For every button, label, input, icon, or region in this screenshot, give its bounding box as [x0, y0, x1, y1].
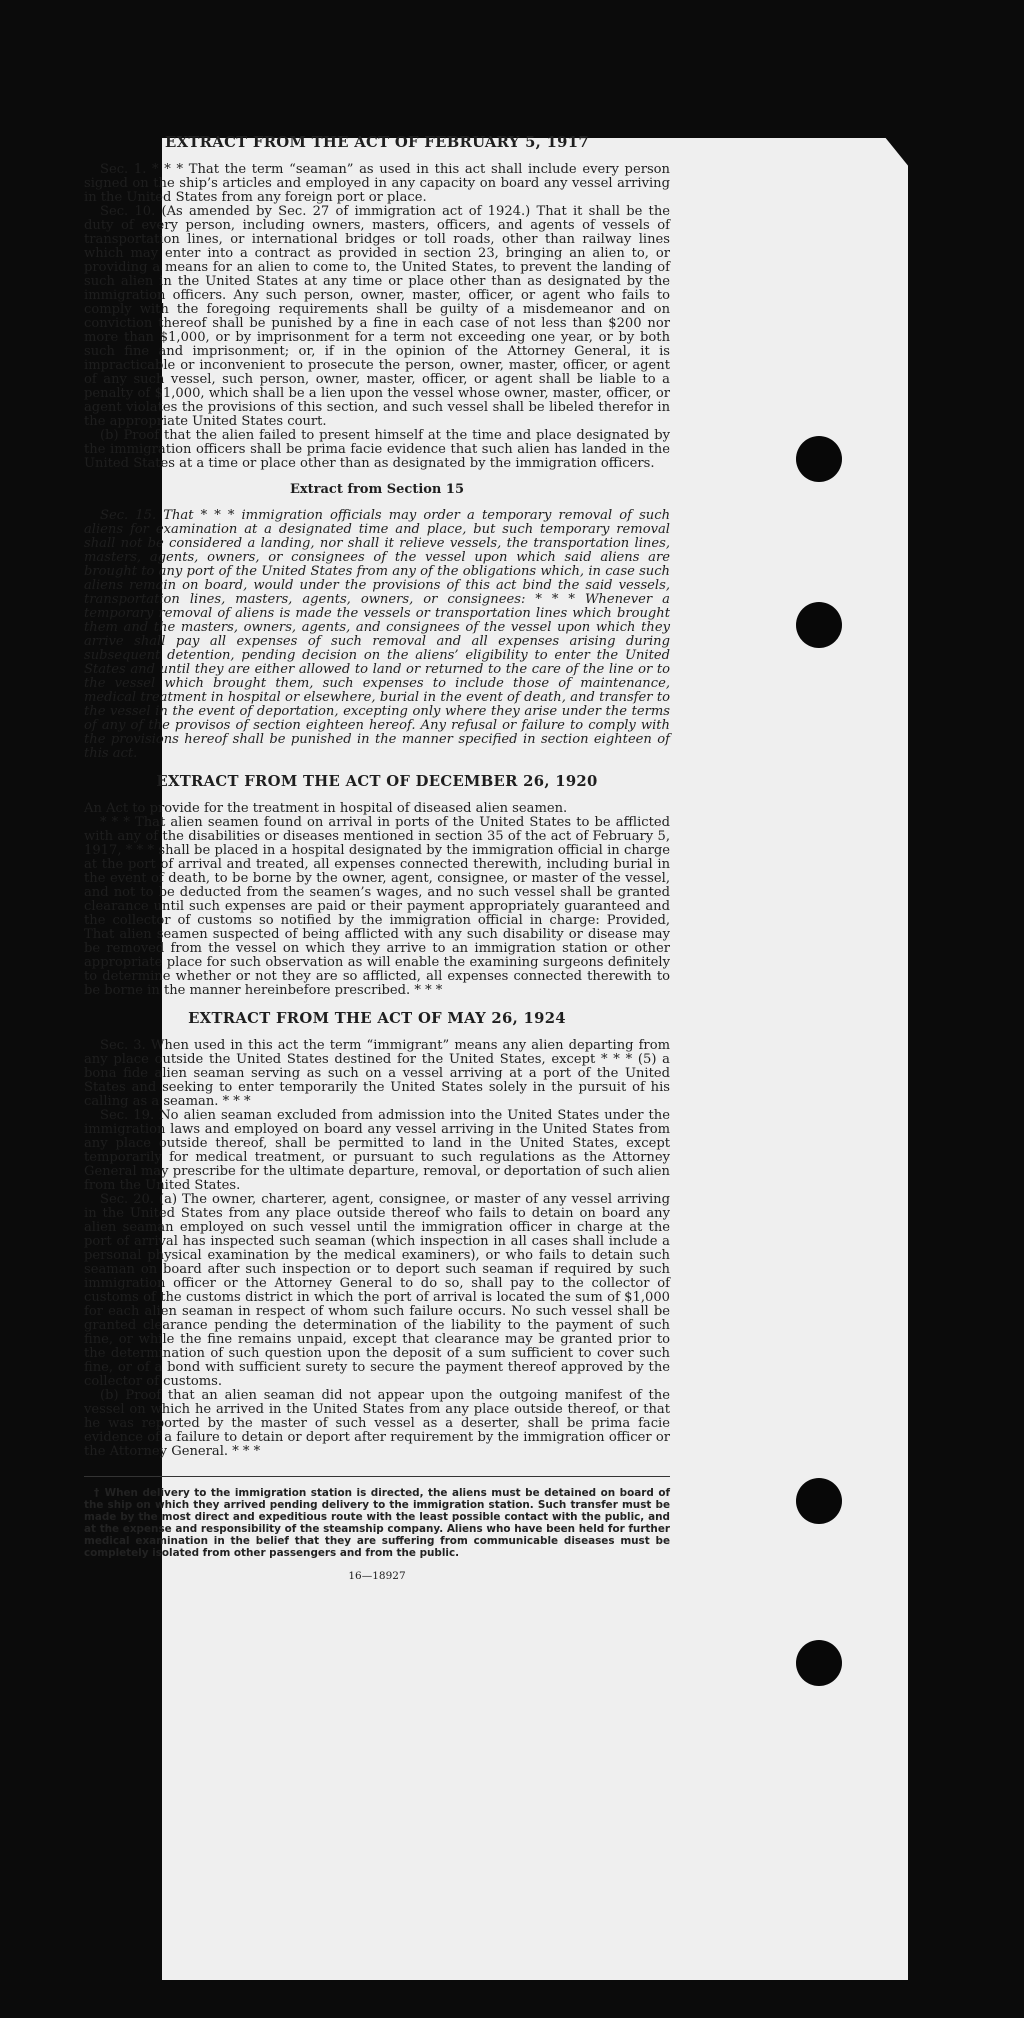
- heading-act-1924: EXTRACT FROM THE ACT OF MAY 26, 1924: [188, 1010, 566, 1027]
- punch-hole: [796, 1640, 842, 1686]
- section-1: Sec. 1. * * * That the term “seaman” as used in this act shall include every person signed on the ship’s articles and employed in any capacity on board any vessel arriving in the United States from any foreign port or place.: [84, 162, 670, 205]
- footnote-divider: [84, 1476, 670, 1477]
- form-number: 16—18927: [348, 1570, 406, 1582]
- section-10: Sec. 10. (As amended by Sec. 27 of immigration act of 1924.) That it shall be the duty of every person, including owners, masters, officers, and agents of vessels of transportation lines, or international bridges or toll roads, other than railway lines which may enter into a contract as provided in section 23, bringing an alien to, or providing a means for an alien to come to, the United States, to prevent the landing of such alien in the United States at any time or place other than as designated by the immigration officers. Any such person, owner, master, officer, or agent who fails to comply with the foregoing requirements shall be guilty of a misdemeanor and on conviction thereof shall be punished by a fine in each case of not less than $200 nor more than $1,000, or by imprisonment for a term not exceeding one year, or by both such fine and imprisonment; or, if in the opinion of the Attorney General, it is impracticable or inconvenient to prosecute the person, owner, master, officer, or agent of any such vessel, such person, owner, master, officer, or agent shall be liable to a penalty of $1,000, which shall be a lien upon the vessel whose owner, master, officer, or agent violates the provisions of this section, and such vessel shall be libeled therefor in the appropriate United States court.: [84, 204, 670, 429]
- section-19: Sec. 19. No alien seaman excluded from admission into the United States under the immigration laws and employed on board any vessel arriving in the United States from any place outside thereof, shall be permitted to land in the United States, except temporarily for medical treatment, or pursuant to such regulations as the Attorney General may prescribe for the ultimate departure, removal, or deportation of such alien from the United States.: [84, 1108, 670, 1193]
- punch-hole: [796, 436, 842, 482]
- section-10-b: (b) Proof that the alien failed to present himself at the time and place designated by the immigration officers shall be prima facie evidence that such alien has landed in the United States at a time or place other than as designated by the immigration officers.: [84, 428, 670, 471]
- document-body: [84, 136, 670, 1583]
- act-1920-title: An Act to provide for the treatment in hospital of diseased alien seamen.: [84, 801, 568, 816]
- punch-hole: [796, 602, 842, 648]
- footnote: † When delivery to the immigration station is directed, the aliens must be detained on board of the ship on which they arrived pending delivery to the immigration station. Such transfer must be made by the most direct and expeditious route with the least possible contact with the public, and at the expense and responsibility of the steamship company. Aliens who have been held for further medical examination in the belief that they are suffering from communicable diseases must be completely isolated from other passengers and from the public.: [84, 1487, 670, 1559]
- heading-section-15: Extract from Section 15: [289, 482, 465, 497]
- heading-act-1917: EXTRACT FROM THE ACT OF FEBRUARY 5, 1917: [165, 134, 589, 151]
- section-20-b: (b) Proof that an alien seaman did not appear upon the outgoing manifest of the vessel on which he arrived in the United States from any place outside thereof, or that he was reported by the master of such vessel as a deserter, shall be prima facie evidence of a failure to detain or deport after requirement by the immigration officer or the Attorney General. * * *: [84, 1388, 670, 1459]
- punch-hole: [796, 1478, 842, 1524]
- heading-act-1920: EXTRACT FROM THE ACT OF DECEMBER 26, 1920: [156, 773, 598, 790]
- section-15: Sec. 15. That * * * immigration officials may order a temporary removal of such aliens for examination at a designated time and place, but such temporary removal shall not be considered a landing, nor shall it relieve vessels, the transportation lines, masters, agents, owners, or consignees of the vessel upon which said aliens are brought to any port of the United States from any of the obligations which, in case such aliens remain on board, would under the provisions of this act bind the said vessels, transportation lines, masters, agents, owners, or consignees: * * * Whenever a temporary removal of aliens is made the vessels or transportation lines which brought them and the masters, owners, agents, and consignees of the vessel upon which they arrive shall pay all expenses of such removal and all expenses arising during subsequent detention, pending decision on the aliens’ eligibility to enter the United States and until they are either allowed to land or returned to the care of the line or to the vessel which brought them, such expenses to include those of maintenance, medical treatment in hospital or elsewhere, burial in the event of death, and transfer to the vessel in the event of deportation, excepting only where they arise under the terms of any of the provisos of section eighteen hereof. Any refusal or failure to comply with the provisions hereof shall be punished in the manner specified in section eighteen of this act.: [84, 508, 670, 761]
- act-1920-body: * * * That alien seamen found on arrival in ports of the United States to be afflicted with any of the disabilities or diseases mentioned in section 35 of the act of February 5, 1917, * * * shall be placed in a hospital designated by the immigration official in charge at the port of arrival and treated, all expenses connected therewith, including burial in the event of death, to be borne by the owner, agent, consignee, or master of the vessel, and not to be deducted from the seamen’s wages, and no such vessel shall be granted clearance until such expenses are paid or their payment appropriately guaranteed and the collector of customs so notified by the immigration official in charge: Provided, That alien seamen suspected of being afflicted with any such disability or disease may be removed from the vessel on which they arrive to an immigration station or other appropriate place for such observation as will enable the examining surgeons definitely to determine whether or not they are so afflicted, all expenses connected therewith to be borne in the manner hereinbefore prescribed. * * *: [84, 815, 670, 998]
- section-20: Sec. 20. (a) The owner, charterer, agent, consignee, or master of any vessel arriving in the United States from any place outside thereof who fails to detain on board any alien seaman employed on such vessel until the immigration officer in charge at the port of arrival has inspected such seaman (which inspection in all cases shall include a personal physical examination by the medical examiners), or who fails to detain such seaman on board after such inspection or to deport such seaman if required by such immigration officer or the Attorney General to do so, shall pay to the collector of customs of the customs district in which the port of arrival is located the sum of $1,000 for each alien seaman in respect of whom such failure occurs. No such vessel shall be granted clearance pending the determination of the liability to the payment of such fine, or while the fine remains unpaid, except that clearance may be granted prior to the determination of such question upon the deposit of a sum sufficient to cover such fine, or of a bond with sufficient surety to secure the payment thereof approved by the collector of customs.: [84, 1192, 670, 1389]
- section-3: Sec. 3. When used in this act the term “immigrant” means any alien departing from any place outside the United States destined for the United States, except * * * (5) a bona fide alien seaman serving as such on a vessel arriving at a port of the United States and seeking to enter temporarily the United States solely in the pursuit of his calling as a seaman. * * *: [84, 1038, 670, 1109]
